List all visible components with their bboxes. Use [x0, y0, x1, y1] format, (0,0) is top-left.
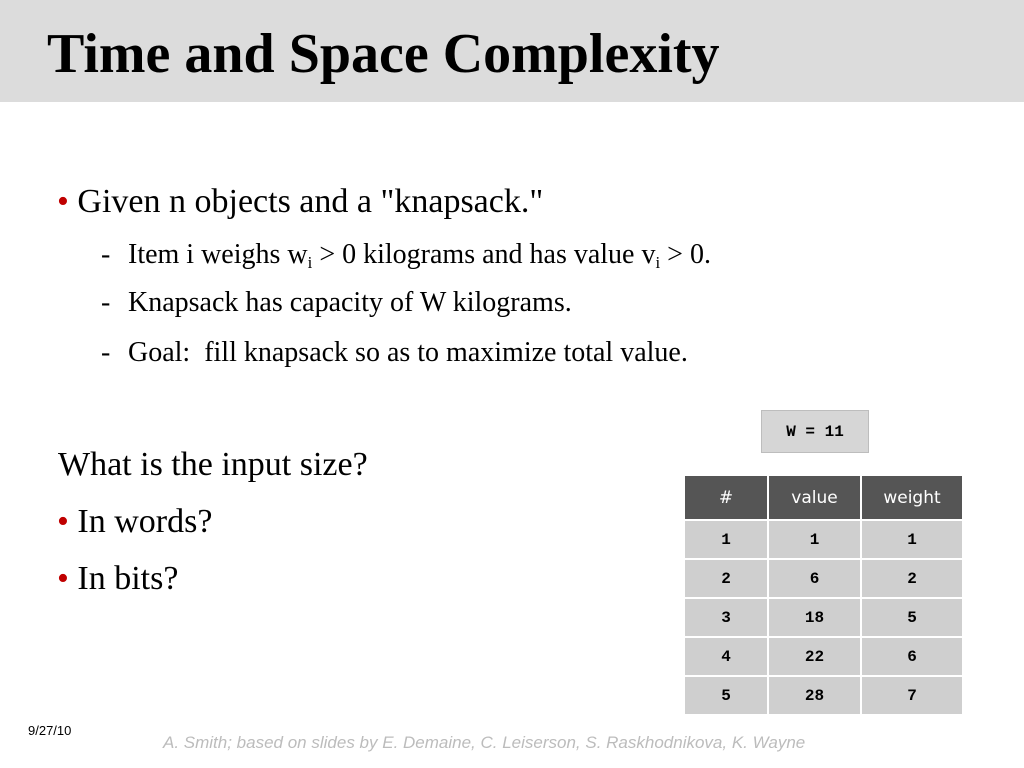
sub-bullet-weights-text-3: > 0. [660, 239, 711, 270]
subscript-i: i [307, 253, 313, 273]
dash-marker: - [101, 239, 111, 270]
cell-weight: 5 [861, 598, 963, 637]
cell-value: 28 [768, 676, 861, 715]
table-row [684, 637, 963, 676]
dash-marker: - [101, 337, 111, 368]
slide-title: Time and Space Complexity [47, 23, 720, 85]
table-row [684, 559, 963, 598]
cell-weight: 6 [861, 637, 963, 676]
items-table [683, 474, 964, 716]
header-number: # [684, 475, 768, 520]
bullet-bits [57, 559, 178, 599]
header-value: value [768, 475, 861, 520]
cell-number: 4 [684, 637, 768, 676]
sub-bullet-weights-text-2: > 0 kilograms and has value v [312, 239, 656, 270]
slide-credit: A. Smith; based on slides by E. Demaine, C. Leiserson, S. Raskhodnikova, K. Wayne [163, 733, 806, 752]
dash-marker: - [101, 287, 111, 318]
capacity-box: W = 11 [761, 410, 869, 453]
table-header-row [684, 475, 963, 520]
cell-number: 2 [684, 559, 768, 598]
bullet-bits-text: In bits? [77, 560, 179, 597]
question-input-size: What is the input size? [58, 446, 368, 483]
bullet-objects [57, 182, 543, 222]
bullet-objects-text: Given n objects and a "knapsack." [77, 183, 544, 220]
cell-number: 1 [684, 520, 768, 559]
cell-weight: 1 [861, 520, 963, 559]
cell-weight: 2 [861, 559, 963, 598]
sub-bullet-capacity [101, 286, 572, 320]
cell-value: 1 [768, 520, 861, 559]
sub-bullet-weights-text-1: Item i weighs w [128, 239, 308, 270]
subscript-i: i [655, 253, 661, 273]
bullet-marker: • [57, 503, 69, 540]
cell-value: 18 [768, 598, 861, 637]
table-row [684, 598, 963, 637]
table-row [684, 676, 963, 715]
bullet-words [57, 502, 212, 542]
sub-bullet-capacity-text: Knapsack has capacity of W kilograms. [128, 287, 572, 318]
sub-bullet-weights [101, 238, 711, 272]
bullet-words-text: In words? [77, 503, 213, 540]
table-row [684, 520, 963, 559]
slide-date: 9/27/10 [28, 723, 72, 738]
title-bar [0, 0, 1024, 102]
sub-bullet-goal [101, 336, 688, 370]
cell-value: 22 [768, 637, 861, 676]
header-weight: weight [861, 475, 963, 520]
bullet-marker: • [57, 183, 69, 220]
cell-weight: 7 [861, 676, 963, 715]
cell-value: 6 [768, 559, 861, 598]
bullet-marker: • [57, 560, 69, 597]
sub-bullet-goal-text: Goal: fill knapsack so as to maximize total value. [128, 337, 688, 368]
cell-number: 3 [684, 598, 768, 637]
cell-number: 5 [684, 676, 768, 715]
